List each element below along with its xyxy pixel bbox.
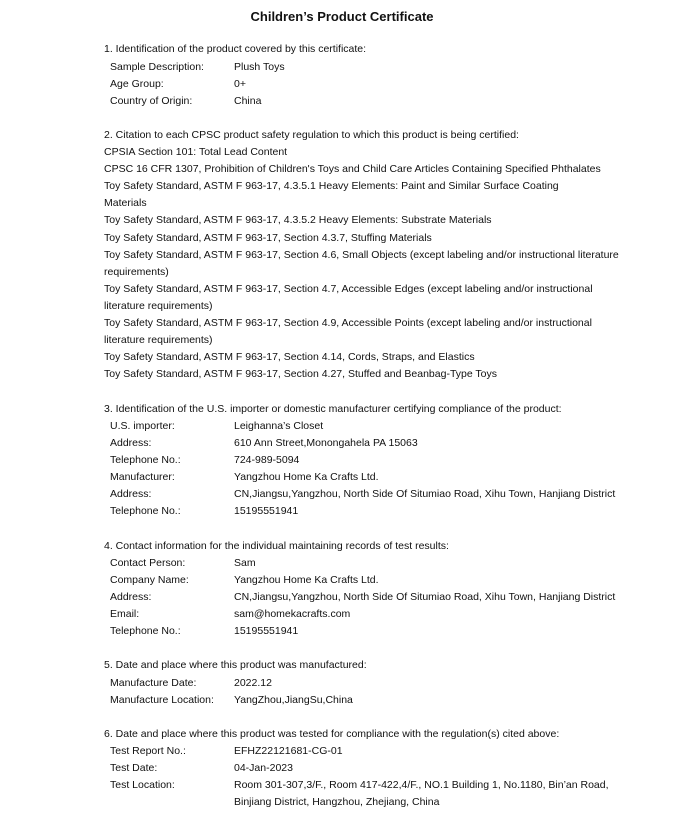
field-label: Test Report No.: (110, 745, 186, 757)
field-value: Leighanna’s Closet (234, 420, 324, 432)
regulation-line: literature requirements) (104, 300, 213, 312)
section-3-heading: 3. Identification of the U.S. importer or domestic manufacturer certifying compliance of the product: (104, 403, 562, 415)
section-5-heading: 5. Date and place where this product was manufactured: (104, 659, 367, 671)
field-value: sam@homekacrafts.com (234, 608, 351, 620)
regulation-line: Toy Safety Standard, ASTM F 963-17, Section 4.27, Stuffed and Beanbag-Type Toys (104, 368, 498, 380)
field-label: Manufacture Date: (110, 677, 197, 689)
field-value-continued: Binjiang District, Hangzhou, Zhejiang, China (234, 796, 440, 808)
regulation-line: Toy Safety Standard, ASTM F 963-17, Section 4.6, Small Objects (except labeling and/or instructional literature (104, 249, 619, 261)
field-value: Yangzhou Home Ka Crafts Ltd. (234, 471, 379, 483)
regulation-line: CPSC 16 CFR 1307, Prohibition of Children's Toys and Child Care Articles Containing Specified Phthalates (104, 163, 601, 175)
regulation-line: Toy Safety Standard, ASTM F 963-17, Section 4.9, Accessible Points (except labeling and/or instructional (104, 317, 592, 329)
field-value: 724-989-5094 (234, 454, 300, 466)
field-label: Sample Description: (110, 61, 204, 73)
field-label: Telephone No.: (110, 454, 181, 466)
section-2-heading: 2. Citation to each CPSC product safety regulation to which this product is being certified: (104, 129, 519, 141)
field-label: Address: (110, 591, 152, 603)
regulation-line: CPSIA Section 101: Total Lead Content (104, 146, 288, 158)
field-value: 0+ (234, 78, 246, 90)
field-label: Email: (110, 608, 140, 620)
regulation-line: Toy Safety Standard, ASTM F 963-17, Section 4.7, Accessible Edges (except labeling and/or instructional (104, 283, 593, 295)
regulation-line: Toy Safety Standard, ASTM F 963-17, 4.3.5.1 Heavy Elements: Paint and Similar Surface Coating (104, 180, 559, 192)
field-label: Telephone No.: (110, 625, 181, 637)
field-label: Country of Origin: (110, 95, 193, 107)
field-label: Test Date: (110, 762, 158, 774)
regulation-line: literature requirements) (104, 334, 213, 346)
section-1-heading: 1. Identification of the product covered by this certificate: (104, 43, 367, 55)
section-4-heading: 4. Contact information for the individual maintaining records of test results: (104, 540, 449, 552)
regulation-line: Materials (104, 197, 147, 209)
field-label: Manufacturer: (110, 471, 175, 483)
field-label: Address: (110, 437, 152, 449)
field-label: Company Name: (110, 574, 189, 586)
field-label: Age Group: (110, 78, 164, 90)
field-value: 04-Jan-2023 (234, 762, 293, 774)
field-value: CN,Jiangsu,Yangzhou, North Side Of Situmiao Road, Xihu Town, Hanjiang District (234, 591, 616, 603)
regulation-line: Toy Safety Standard, ASTM F 963-17, Section 4.14, Cords, Straps, and Elastics (104, 351, 475, 363)
field-label: Manufacture Location: (110, 694, 214, 706)
field-label: Contact Person: (110, 557, 186, 569)
section-6-heading: 6. Date and place where this product was tested for compliance with the regulation(s) cited above: (104, 728, 560, 740)
field-value: 2022.12 (234, 677, 272, 689)
regulation-line: requirements) (104, 266, 169, 278)
field-label: Address: (110, 488, 152, 500)
field-value: 15195551941 (234, 625, 299, 637)
field-value: Room 301-307,3/F., Room 417-422,4/F., NO.1 Building 1, No.1180, Bin’an Road, (234, 779, 609, 791)
regulation-line: Toy Safety Standard, ASTM F 963-17, 4.3.5.2 Heavy Elements: Substrate Materials (104, 214, 492, 226)
field-value: EFHZ22121681-CG-01 (234, 745, 343, 757)
field-value: China (234, 95, 262, 107)
field-value: Plush Toys (234, 61, 285, 73)
field-label: Test Location: (110, 779, 175, 791)
field-label: U.S. importer: (110, 420, 175, 432)
field-value: YangZhou,JiangSu,China (234, 694, 353, 706)
field-value: CN,Jiangsu,Yangzhou, North Side Of Situmiao Road, Xihu Town, Hanjiang District (234, 488, 616, 500)
field-value: Sam (234, 557, 256, 569)
field-label: Telephone No.: (110, 505, 181, 517)
page-title: Children’s Product Certificate (250, 9, 434, 24)
field-value: 610 Ann Street,Monongahela PA 15063 (234, 437, 418, 449)
field-value: 15195551941 (234, 505, 299, 517)
field-value: Yangzhou Home Ka Crafts Ltd. (234, 574, 379, 586)
regulation-line: Toy Safety Standard, ASTM F 963-17, Section 4.3.7, Stuffing Materials (104, 232, 432, 244)
